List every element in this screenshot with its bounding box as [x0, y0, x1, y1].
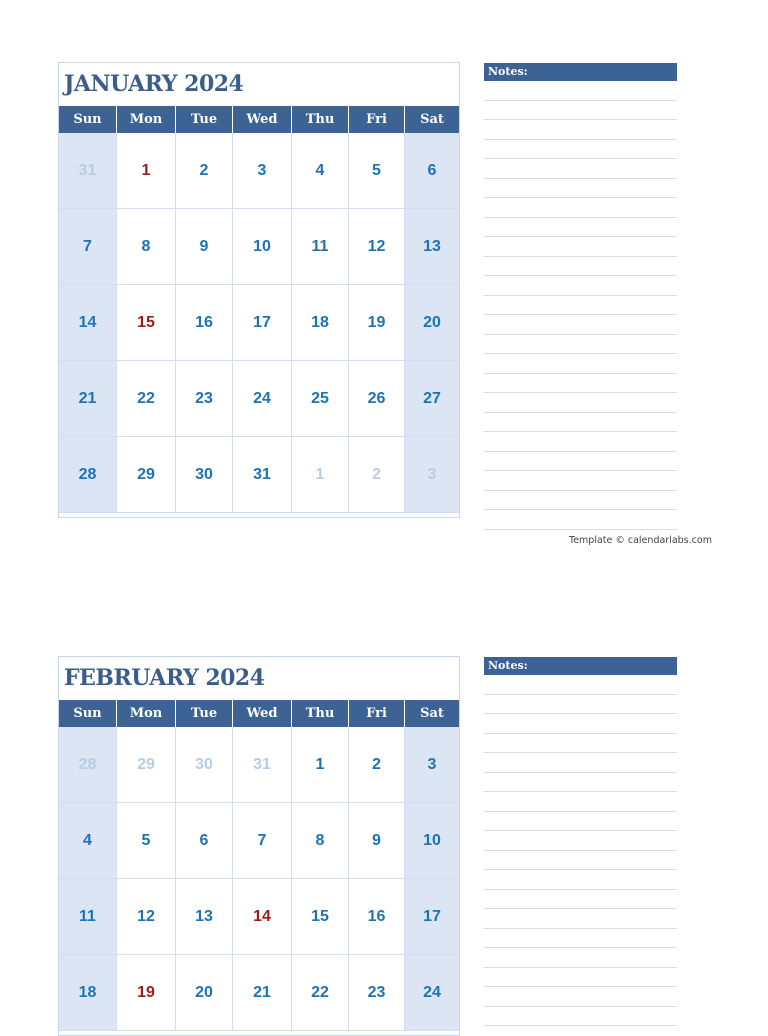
day-cell: 11 — [59, 879, 116, 955]
day-cell: 16 — [348, 879, 404, 955]
day-cell: 25 — [291, 361, 348, 437]
note-line — [484, 237, 677, 257]
weekday-fri: Fri — [348, 106, 404, 133]
weekday-sun: Sun — [73, 112, 102, 127]
day-cell: 5 — [116, 803, 175, 879]
day-cell: 31 — [232, 437, 291, 513]
day-cell: 24 — [232, 361, 291, 437]
note-line — [484, 968, 677, 988]
weekday-sun: Sun — [73, 706, 102, 721]
day-cell: 31 — [232, 727, 291, 803]
weekday-sat: Sat — [404, 700, 459, 727]
weekday-thu: Thu — [291, 106, 348, 133]
weekday-thu: Thu — [291, 700, 348, 727]
note-line — [484, 315, 677, 335]
day-cell: 17 — [232, 285, 291, 361]
calendar-january — [58, 62, 460, 518]
note-line — [484, 734, 677, 754]
day-cell: 5 — [348, 133, 404, 209]
note-line — [484, 792, 677, 812]
note-line — [484, 987, 677, 1007]
notes-label: Notes: — [484, 63, 677, 81]
notes-panel-january — [484, 63, 677, 530]
note-line — [484, 831, 677, 851]
note-line — [484, 870, 677, 890]
day-cell: 7 — [232, 803, 291, 879]
note-line — [484, 140, 677, 160]
weekday-wed: Wed — [232, 700, 291, 727]
day-cell: 4 — [291, 133, 348, 209]
day-cell: 26 — [348, 361, 404, 437]
note-line — [484, 374, 677, 394]
day-cell: 24 — [404, 955, 459, 1031]
notes-panel-february — [484, 657, 677, 1026]
note-line — [484, 120, 677, 140]
note-line — [484, 695, 677, 715]
note-line — [484, 296, 677, 316]
day-cell: 27 — [404, 361, 459, 437]
note-line — [484, 753, 677, 773]
day-cell: 2 — [348, 437, 404, 513]
day-cell: 9 — [348, 803, 404, 879]
day-cell: 14 — [232, 879, 291, 955]
day-cell: 23 — [175, 361, 232, 437]
day-cell: 17 — [404, 879, 459, 955]
day-cell: 18 — [291, 285, 348, 361]
day-cell: 1 — [291, 727, 348, 803]
day-cell: 7 — [59, 209, 116, 285]
day-cell: 30 — [175, 437, 232, 513]
day-cell: 9 — [175, 209, 232, 285]
weekday-header-row — [59, 700, 459, 727]
day-cell: 2 — [348, 727, 404, 803]
weekday-fri: Fri — [348, 700, 404, 727]
day-cell: 8 — [116, 209, 175, 285]
note-line — [484, 471, 677, 491]
note-line — [484, 909, 677, 929]
day-cell: 2 — [175, 133, 232, 209]
day-cell: 22 — [116, 361, 175, 437]
day-cell: 3 — [404, 437, 459, 513]
note-line — [484, 812, 677, 832]
note-line — [484, 81, 677, 101]
template-credit: Template © calendarlabs.com — [569, 535, 712, 546]
weekday-mon: Mon — [116, 106, 175, 133]
day-grid — [59, 727, 459, 1031]
day-cell: 6 — [175, 803, 232, 879]
note-line — [484, 354, 677, 374]
day-cell: 14 — [59, 285, 116, 361]
day-cell: 4 — [59, 803, 116, 879]
day-cell: 10 — [232, 209, 291, 285]
day-cell: 22 — [291, 955, 348, 1031]
note-line — [484, 276, 677, 296]
note-lines — [484, 81, 677, 530]
day-cell: 8 — [291, 803, 348, 879]
day-cell: 30 — [175, 727, 232, 803]
note-line — [484, 714, 677, 734]
day-cell: 21 — [59, 361, 116, 437]
day-cell: 15 — [116, 285, 175, 361]
day-cell: 3 — [232, 133, 291, 209]
day-cell: 28 — [59, 437, 116, 513]
note-line — [484, 335, 677, 355]
note-line — [484, 510, 677, 530]
day-cell: 3 — [404, 727, 459, 803]
day-cell: 20 — [175, 955, 232, 1031]
day-cell: 21 — [232, 955, 291, 1031]
note-line — [484, 257, 677, 277]
day-cell: 23 — [348, 955, 404, 1031]
note-line — [484, 159, 677, 179]
day-cell: 13 — [404, 209, 459, 285]
day-cell: 16 — [175, 285, 232, 361]
weekday-sat: Sat — [404, 106, 459, 133]
weekday-tue: Tue — [175, 106, 232, 133]
note-lines — [484, 675, 677, 1026]
note-line — [484, 218, 677, 238]
weekday-header-row — [59, 106, 459, 133]
notes-label: Notes: — [484, 657, 677, 675]
note-line — [484, 198, 677, 218]
note-line — [484, 948, 677, 968]
note-line — [484, 101, 677, 121]
note-line — [484, 393, 677, 413]
weekday-tue: Tue — [175, 700, 232, 727]
day-cell: 29 — [116, 727, 175, 803]
note-line — [484, 851, 677, 871]
day-cell: 20 — [404, 285, 459, 361]
note-line — [484, 179, 677, 199]
day-cell: 10 — [404, 803, 459, 879]
day-cell: 1 — [291, 437, 348, 513]
note-line — [484, 432, 677, 452]
note-line — [484, 890, 677, 910]
month-title: JANUARY 2024 — [64, 71, 244, 97]
day-cell: 19 — [348, 285, 404, 361]
weekday-wed: Wed — [232, 106, 291, 133]
weekday-mon: Mon — [116, 700, 175, 727]
note-line — [484, 413, 677, 433]
day-cell: 31 — [59, 133, 116, 209]
day-cell: 19 — [116, 955, 175, 1031]
month-title: FEBRUARY 2024 — [64, 665, 265, 691]
day-cell: 28 — [59, 727, 116, 803]
note-line — [484, 929, 677, 949]
note-line — [484, 675, 677, 695]
day-cell: 13 — [175, 879, 232, 955]
note-line — [484, 1007, 677, 1027]
calendar-february — [58, 656, 460, 1036]
day-cell: 12 — [116, 879, 175, 955]
day-cell: 1 — [116, 133, 175, 209]
day-cell: 29 — [116, 437, 175, 513]
day-cell: 18 — [59, 955, 116, 1031]
day-cell: 15 — [291, 879, 348, 955]
day-cell: 12 — [348, 209, 404, 285]
day-cell: 6 — [404, 133, 459, 209]
day-grid — [59, 133, 459, 513]
note-line — [484, 491, 677, 511]
note-line — [484, 773, 677, 793]
note-line — [484, 452, 677, 472]
day-cell: 11 — [291, 209, 348, 285]
